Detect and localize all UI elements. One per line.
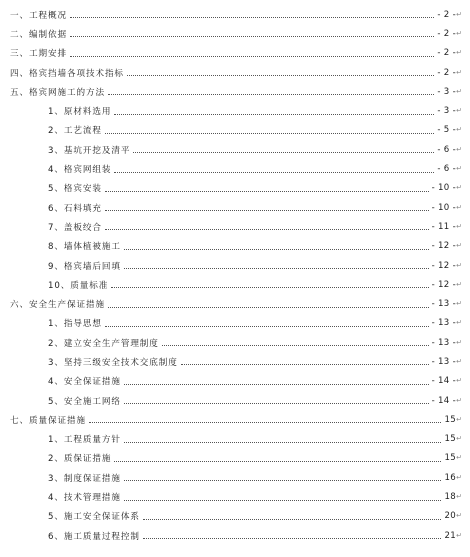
- toc-page-number: - 5 -: [437, 125, 456, 136]
- paragraph-mark-icon: ↵: [456, 106, 462, 115]
- toc-entry-title: 1、原材料选用: [48, 107, 112, 118]
- dot-leader: [162, 337, 429, 346]
- toc-entry-title: 9、格宾墙后回填: [48, 261, 121, 272]
- dot-leader: [108, 299, 429, 308]
- dot-leader: [114, 164, 434, 173]
- paragraph-mark-icon: ↵: [456, 454, 462, 463]
- toc-entry-title: 5、安全施工网络: [48, 396, 121, 407]
- toc-entry-title: 4、格宾网组装: [48, 165, 112, 176]
- toc-page-number: - 12 -: [431, 260, 456, 271]
- toc-section-entry[interactable]: [0, 5, 470, 24]
- dot-leader: [105, 183, 429, 192]
- toc-page-number: - 3 -: [437, 106, 456, 117]
- toc-page-number: 18: [444, 492, 456, 503]
- dot-leader: [124, 376, 429, 385]
- paragraph-mark-icon: ↵: [456, 357, 462, 366]
- toc-page-number: - 10 -: [431, 183, 456, 194]
- paragraph-mark-icon: ↵: [456, 203, 462, 212]
- toc-entry-title: 二、编制依据: [10, 29, 67, 40]
- toc-entry-title: 6、石料填充: [48, 203, 102, 214]
- paragraph-mark-icon: ↵: [456, 183, 462, 192]
- toc-entry-title: 六、安全生产保证措施: [10, 300, 105, 311]
- toc-entry-title: 三、工期安排: [10, 49, 67, 60]
- paragraph-mark-icon: ↵: [456, 473, 462, 482]
- toc-entry-title: 7、盖板绞合: [48, 222, 102, 233]
- dot-leader: [108, 86, 434, 95]
- paragraph-mark-icon: ↵: [456, 241, 462, 250]
- paragraph-mark-icon: ↵: [456, 164, 462, 173]
- paragraph-mark-icon: ↵: [456, 396, 462, 405]
- toc-subsection-entry[interactable]: [0, 430, 470, 449]
- toc-entry-title: 2、质保证措施: [48, 454, 112, 465]
- toc-entry-title: 2、建立安全生产管理制度: [48, 338, 159, 349]
- toc-section-entry[interactable]: [0, 82, 470, 101]
- dot-leader: [133, 144, 434, 153]
- toc-subsection-entry[interactable]: [0, 352, 470, 371]
- toc-page-number: 16: [444, 472, 456, 483]
- dot-leader: [124, 492, 442, 501]
- toc-page-number: - 14 -: [431, 376, 456, 387]
- paragraph-mark-icon: ↵: [456, 10, 462, 19]
- toc-entry-title: 一、工程概况: [10, 10, 67, 21]
- paragraph-mark-icon: ↵: [456, 376, 462, 385]
- dot-leader: [105, 202, 429, 211]
- toc-subsection-entry[interactable]: [0, 314, 470, 333]
- toc-subsection-entry[interactable]: [0, 372, 470, 391]
- dot-leader: [114, 106, 434, 115]
- dot-leader: [105, 221, 429, 230]
- toc-page-number: - 13 -: [431, 356, 456, 367]
- paragraph-mark-icon: ↵: [456, 222, 462, 231]
- toc-section-entry[interactable]: [0, 24, 470, 43]
- dot-leader: [105, 125, 435, 134]
- toc-subsection-entry[interactable]: [0, 256, 470, 275]
- paragraph-mark-icon: ↵: [456, 280, 462, 289]
- toc-subsection-entry[interactable]: [0, 217, 470, 236]
- toc-page-number: 15: [444, 414, 456, 425]
- toc-entry-title: 4、技术管理措施: [48, 493, 121, 504]
- dot-leader: [124, 434, 442, 443]
- toc-subsection-entry[interactable]: [0, 391, 470, 410]
- toc-subsection-entry[interactable]: [0, 198, 470, 217]
- toc-entry-title: 8、墙体植被施工: [48, 242, 121, 253]
- paragraph-mark-icon: ↵: [456, 338, 462, 347]
- paragraph-mark-icon: ↵: [456, 126, 462, 135]
- toc-entry-title: 五、格宾网施工的方法: [10, 87, 105, 98]
- toc-page-number: 20: [444, 511, 456, 522]
- toc-page-number: - 2 -: [437, 67, 456, 78]
- toc-subsection-entry[interactable]: [0, 275, 470, 294]
- toc-entry-title: 3、制度保证措施: [48, 473, 121, 484]
- toc-page-number: - 13 -: [431, 299, 456, 310]
- dot-leader: [105, 318, 429, 327]
- toc-subsection-entry[interactable]: [0, 468, 470, 487]
- toc-entry-title: 5、施工安全保证体系: [48, 512, 140, 523]
- toc-page-number: - 6 -: [437, 164, 456, 175]
- toc-entry-title: 1、工程质量方针: [48, 435, 121, 446]
- paragraph-mark-icon: ↵: [456, 87, 462, 96]
- toc-page-number: 21: [444, 530, 456, 541]
- toc-entry-title: 6、施工质量过程控制: [48, 531, 140, 542]
- toc-entry-title: 5、格宾安装: [48, 184, 102, 195]
- paragraph-mark-icon: ↵: [456, 299, 462, 308]
- toc-entry-title: 七、质量保证措施: [10, 415, 86, 426]
- toc-subsection-entry[interactable]: [0, 159, 470, 178]
- toc-entry-title: 2、工艺流程: [48, 126, 102, 137]
- toc-subsection-entry[interactable]: [0, 140, 470, 159]
- toc-entry-title: 3、基坑开挖及清平: [48, 145, 131, 156]
- dot-leader: [124, 260, 429, 269]
- toc-entry-title: 1、指导思想: [48, 319, 102, 330]
- toc-page-number: - 2 -: [437, 48, 456, 59]
- toc-page-number: - 3 -: [437, 86, 456, 97]
- dot-leader: [143, 511, 442, 520]
- toc-page-number: - 12 -: [431, 241, 456, 252]
- dot-leader: [70, 9, 434, 18]
- toc-subsection-entry[interactable]: [0, 333, 470, 352]
- toc-subsection-entry[interactable]: [0, 507, 470, 526]
- paragraph-mark-icon: ↵: [456, 531, 462, 540]
- paragraph-mark-icon: ↵: [456, 318, 462, 327]
- dot-leader: [124, 241, 429, 250]
- dot-leader: [114, 453, 441, 462]
- toc-page-number: - 13 -: [431, 337, 456, 348]
- toc-page-number: - 12 -: [431, 279, 456, 290]
- dot-leader: [124, 472, 442, 481]
- toc-subsection-entry[interactable]: [0, 121, 470, 140]
- toc-subsection-entry[interactable]: [0, 487, 470, 506]
- toc-entry-title: 4、安全保证措施: [48, 377, 121, 388]
- toc-subsection-entry[interactable]: [0, 526, 470, 545]
- toc-section-entry[interactable]: [0, 410, 470, 429]
- toc-entry-title: 四、格宾挡墙各项技术指标: [10, 68, 124, 79]
- toc-section-entry[interactable]: [0, 44, 470, 63]
- toc-subsection-entry[interactable]: [0, 237, 470, 256]
- dot-leader: [124, 395, 429, 404]
- paragraph-mark-icon: ↵: [456, 492, 462, 501]
- paragraph-mark-icon: ↵: [456, 434, 462, 443]
- toc-section-entry[interactable]: [0, 294, 470, 313]
- paragraph-mark-icon: ↵: [456, 261, 462, 270]
- toc-section-entry[interactable]: [0, 63, 470, 82]
- toc-page-number: - 13 -: [431, 318, 456, 329]
- toc-entry-title: 10、质量标准: [48, 280, 109, 291]
- table-of-contents: [0, 5, 470, 545]
- toc-page-number: - 6 -: [437, 144, 456, 155]
- dot-leader: [70, 48, 434, 57]
- toc-subsection-entry[interactable]: [0, 449, 470, 468]
- dot-leader: [89, 414, 442, 423]
- toc-page-number: - 2 -: [437, 28, 456, 39]
- toc-subsection-entry[interactable]: [0, 101, 470, 120]
- dot-leader: [181, 356, 429, 365]
- paragraph-mark-icon: ↵: [456, 415, 462, 424]
- dot-leader: [111, 279, 428, 288]
- toc-entry-title: 3、坚持三级安全技术交底制度: [48, 357, 178, 368]
- toc-page-number: - 10 -: [431, 202, 456, 213]
- toc-page-number: 15: [444, 453, 456, 464]
- toc-subsection-entry[interactable]: [0, 179, 470, 198]
- dot-leader: [70, 28, 434, 37]
- paragraph-mark-icon: ↵: [456, 145, 462, 154]
- dot-leader: [143, 530, 442, 539]
- paragraph-mark-icon: ↵: [456, 511, 462, 520]
- paragraph-mark-icon: ↵: [456, 29, 462, 38]
- toc-page-number: 15: [444, 434, 456, 445]
- dot-leader: [127, 67, 434, 76]
- paragraph-mark-icon: ↵: [456, 68, 462, 77]
- toc-page-number: - 11 -: [431, 221, 456, 232]
- paragraph-mark-icon: ↵: [456, 48, 462, 57]
- toc-page-number: - 2 -: [437, 9, 456, 20]
- toc-page-number: - 14 -: [431, 395, 456, 406]
